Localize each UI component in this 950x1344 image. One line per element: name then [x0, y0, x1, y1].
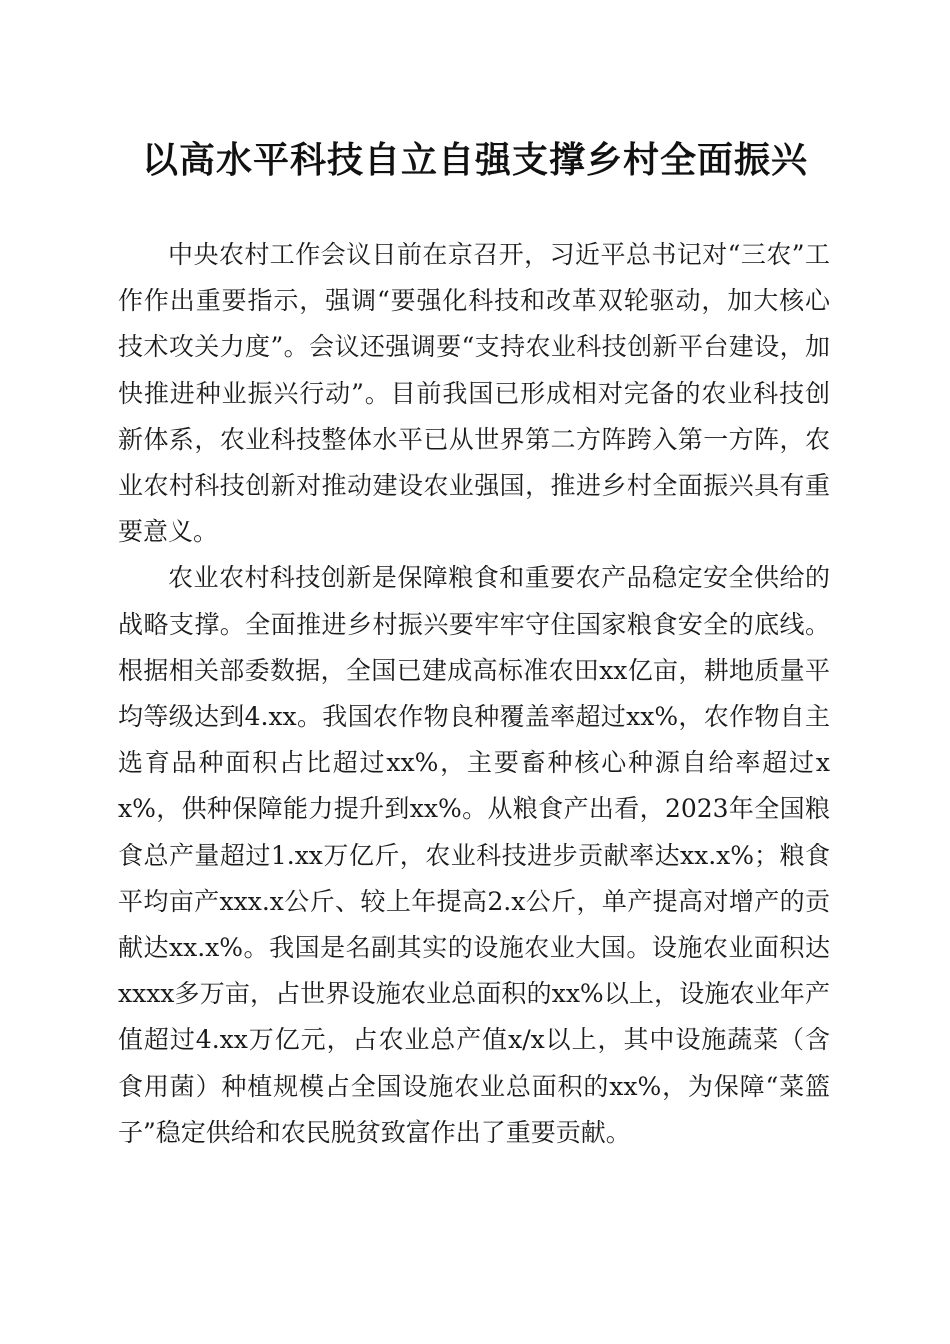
paragraph-1: 中央农村工作会议日前在京召开，习近平总书记对“三农”工作作出重要指示，强调“要强化科技和改革双轮驱动，加大核心技术攻关力度”。会议还强调要“支持农业科技创新平台建设，加快推进种业振兴行动”。目前我国已形成相对完备的农业科技创新体系，农业科技整体水平已从世界第二方阵跨入第一方阵，农业农村科技创新对推动建设农业强国，推进乡村全面振兴具有重要意义。 — [118, 240, 830, 547]
paragraph-2: 农业农村科技创新是保障粮食和重要农产品稳定安全供给的战略支撑。全面推进乡村振兴要牢牢守住国家粮食安全的底线。根据相关部委数据，全国已建成高标准农田xx亿亩，耕地质量平均等级达到4.xx。我国农作物良种覆盖率超过xx%，农作物自主选育品种面积占比超过xx%，主要畜种核心种源自给率超过xx%，供种保障能力提升到xx%。从粮食产出看，2023年全国粮食总产量超过1.xx万亿斤，农业科技进步贡献率达xx.x%；粮食平均亩产xxx.x公斤、较上年提高2.x公斤，单产提高对增产的贡献达xx.x%。我国是名副其实的设施农业大国。设施农业面积达xxxx多万亩，占世界设施农业总面积的xx%以上，设施农业年产值超过4.xx万亿元，占农业总产值x/x以上，其中设施蔬菜（含食用菌）种植规模占全国设施农业总面积的xx%，为保障“菜篮子”稳定供给和农民脱贫致富作出了重要贡献。 — [118, 563, 830, 1147]
document-title: 以高水平科技自立自强支撑乡村全面振兴 — [141, 139, 808, 181]
document-body — [118, 232, 830, 1156]
